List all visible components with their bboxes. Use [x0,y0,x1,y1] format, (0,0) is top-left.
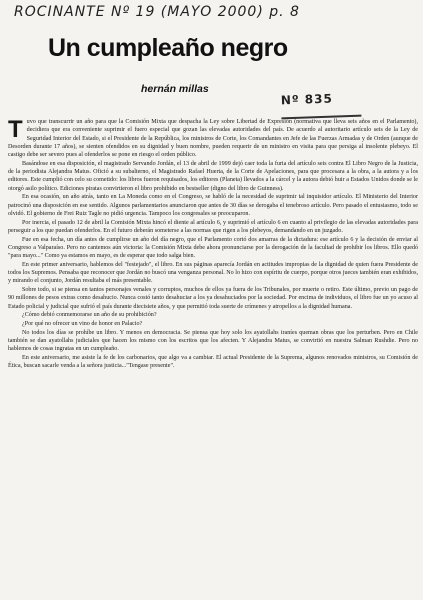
article-paragraph: No todos los días se prohíbe un libro. Y menos en democracia. Se piensa que hoy solo los ayatollahs iraníes queman obras que los perturben. Pero en Chile también se dan ayatollahs judiciales que hacen los mismo con los escritos que los afecten. Y Alejandra Matus, se convirtió en nuestra Salman Rushdie. Pero no hablemos de cosas ingratas en un cumpleaño. [8,329,418,353]
article-paragraph: En este aniversario, me asiste la fe de los carbonarios, que algo va a cambiar. El actual Presidente de la Suprema, algunos renovados ministros, su Comisión de Ética, buscan sacarle venda a la señora justicia..."Tengase presente". [8,355,418,370]
article-author: hernán millas [141,83,209,95]
drop-cap: T [8,116,23,143]
article-paragraph: En este primer aniversario, hablemos del "festejado", el libro. En sus páginas aparecía Jordán en actitudes impropias de la dignidad de quien fuera Presidente de todos los Supremos. Pensaba que reconocer que Jordán no buscó una venganza personal. No lo hizo con espíritu de cuerpo, porque otros jueces también eran exhibidos, y mirando el conjunto, Jordán resultaba el más presentable. [8,261,418,285]
article-paragraph: Fue en esa fecha, un día antes de cumplirse un año del día negro, que el Parlamento cortó dos amarras de la dictadura: ese artículo 6 y la decisión de enviar al Congreso a Valparaíso. Pero no cantemos aún victoria: la Comisión Mixta debe ahora pronunciarse por la derogación de la facultad de prohibir los libros. Ello quedó "para mayo..." Como ya estamos en mayo, es de esperar que todo salga bien. [8,236,418,259]
article-paragraph: Sobre todo, si se piensa en tantos personajes venales y corruptos, muchos de ellos ya fuera de los Tribunales, por muerte o retiro. Este último, previo un pago de 90 millones de pesos extras como desahucio. Nunca costó tanto desahuciar a los ya desahuciados por la sociedad. Por encima de individuos, el libro fue un yo acuso al Estado policial y judicial que sufrió el país durante diecisiete años, y que permitió toda suerte de crímenes y atropellos a la dignidad humana. [8,287,418,310]
article-paragraph: Tuvo que transcurrir un año para que la Comisión Mixta que despacha la Ley sobre Libertad de Expresión (normativa que lleva seis años en el Parlamento), decidiera que era conveniente suprimir el fuero especial que gozan las elevadas autoridades del país. De acuerdo al autoritario artículo seis de la Ley de Seguridad Interior del Estado, si el Presidente de la República, los ministros de Corte, los Comandantes en Jefe de las Fuerzas Armadas y de Orden (aunque de Desorden durante 17 años), se sienten ofendidos en su dignidad y buen nombre, pueden requerir de un ministro en visita para que persiga al insolente plebeyo. El castigo debe ser severo pues al ofenderlos se pone en riesgo el orden público. [8,116,418,158]
handwritten-source-note: ROCINANTE Nº 19 (MAYO 2000) p. 8 [14,4,300,20]
article-paragraph: En esa ocasión, un año atrás, tanto en La Moneda como en el Congreso, se habló de la necesidad de suprimir tal inquisidor artículo. El Ministerio del Interior patrocinó una disposición en ese sentido. Algunos parlamentarios anunciaron que antes de 30 días se derogaba el tenebroso artículo. Pero pasado el entusiasmo, todo se olvidó. El gobierno de Frei Ruiz Tagle no pidió urgencia. Tampoco los congresales se preocuparon. [8,194,418,217]
article-body [8,118,418,371]
article-paragraph: ¿Cómo debió conmemorarse un año de su prohibición? [22,312,157,319]
article-paragraph: Basándose en esa disposición, el magistrado Servando Jordán, el 13 de abril de 1999 dejó caer toda la furia del artículo seis contra El Libro Negro de la Justicia, de la periodista Alejandra Matus. Ofició a su subalterno, el Magistrado Rafael Huerta, de la Corte de Apelaciones, para que procesara a la obra, a la autora y a los editores. Este cumplió con celo su cometido: los libros fueron requisados, los editores (Planeta) llevados a la cárcel y la autora debió huir a Estados Unidos donde se le otorgó asilo político. Ediciones piratas convirtieron el libro prohibido en bestseller (digno del libro de Guinness). [8,160,418,192]
article-paragraph: ¿Por qué no ofrecer un vino de honor en Palacio? [22,321,143,327]
archive-stamp: Nº 835 [281,91,362,120]
article-paragraph: Por inercia, el pasado 12 de abril la Comisión Mixta hincó el diente al artículo 6, y suprimió el artículo 6 en cuanto al privilegio de las elevadas autoridades para perseguir a los que puedan ofenderlos. En el futuro deberán someterse a las normas que rigen a los plebeyos, demandando en un juzgado. [8,219,418,234]
article-title: Un cumpleaño negro [48,34,288,62]
